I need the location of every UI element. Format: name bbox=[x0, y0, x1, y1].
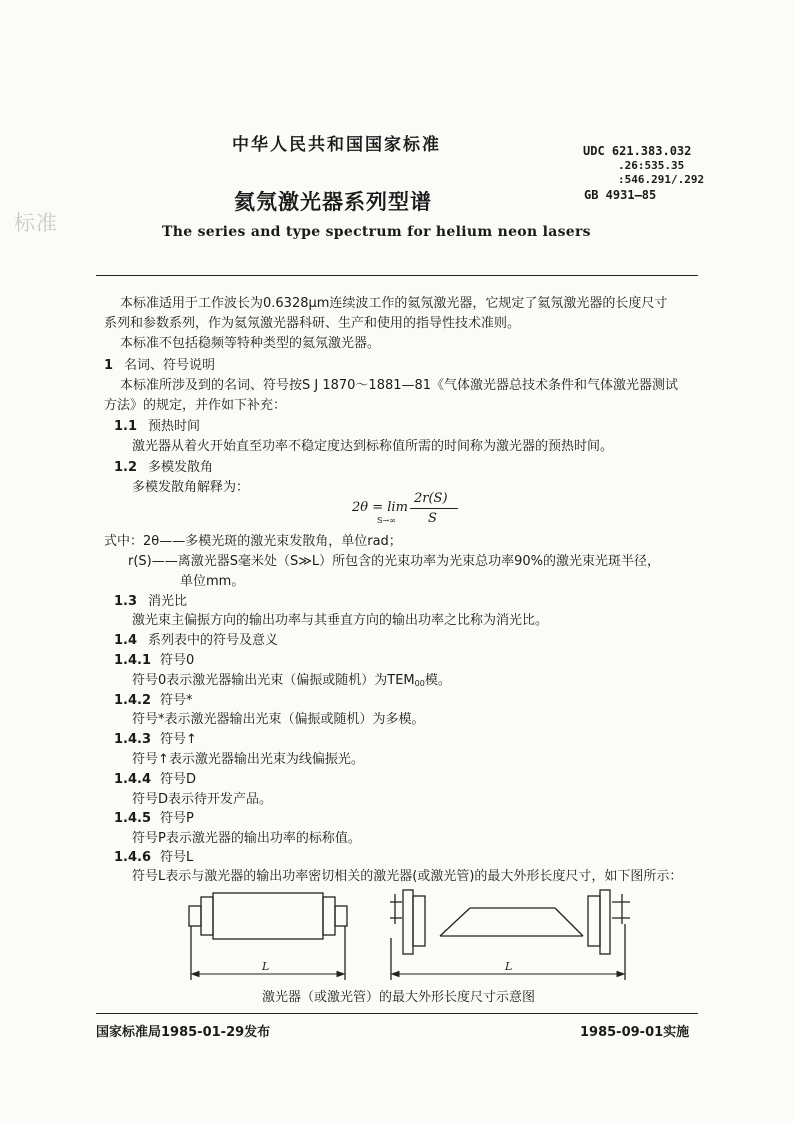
subsection-1-1-heading bbox=[114, 419, 200, 435]
section-1-text-line2: 方法》的规定，并作如下补充： bbox=[104, 398, 287, 413]
subsection-title: 符号* bbox=[160, 693, 193, 708]
subsection-1-4-1-heading bbox=[114, 653, 194, 669]
subsection-1-4-6-text: 符号L表示与激光器的输出功率密切相关的激光器(或激光管)的最大外形长度尺寸，如下图所示： bbox=[132, 869, 683, 884]
figure-caption: 激光器（或激光管）的最大外形长度尺寸示意图 bbox=[262, 990, 536, 1005]
watermark-stamp: 标准 bbox=[14, 211, 58, 235]
subsection-1-2-intro: 多模发散角解释为： bbox=[132, 480, 250, 495]
subsection-number: 1.4.4 bbox=[114, 772, 152, 787]
subsection-1-3-text: 激光束主偏振方向的输出功率与其垂直方向的输出功率之比称为消光比。 bbox=[132, 613, 549, 628]
title-english: The series and type spectrum for helium neon lasers bbox=[162, 224, 591, 240]
formula-where-line3: 单位mm。 bbox=[180, 574, 245, 589]
issued-date: 国家标准局1985-01-29发布 bbox=[96, 1025, 271, 1040]
subsection-title: 符号0 bbox=[160, 653, 195, 668]
intro-exclusion: 本标准不包括稳频等特种类型的氦氖激光器。 bbox=[120, 336, 381, 351]
formula-where-line2: r(S)——离激光器S毫米处（S≫L）所包含的光束功率为光束总功率90%的激光束光斑半径， bbox=[128, 554, 660, 569]
section-1-text-line1: 本标准所涉及到的名词、符号按S J 1870～1881—81《气体激光器总技术条件和气体激光器测试 bbox=[120, 378, 679, 393]
subsection-title: 多模发散角 bbox=[148, 460, 214, 475]
subsection-number: 1.4 bbox=[114, 633, 138, 648]
udc-code-line2: .26:535.35 bbox=[618, 159, 685, 172]
subsection-1-4-1-text bbox=[132, 673, 451, 692]
subsection-1-4-4-heading bbox=[114, 772, 196, 788]
subsection-1-4-3-text: 符号↑表示激光器输出光束为线偏振光。 bbox=[132, 752, 364, 767]
gb-number: GB 4931—85 bbox=[584, 188, 657, 202]
header-rule bbox=[96, 275, 698, 276]
length-label-right: L bbox=[505, 960, 513, 973]
subsection-1-4-2-heading bbox=[114, 693, 193, 709]
subsection-number: 1.4.3 bbox=[114, 732, 152, 747]
subsection-1-4-3-heading bbox=[114, 732, 197, 748]
subsection-1-4-4-text: 符号D表示待开发产品。 bbox=[132, 792, 273, 807]
subsection-1-4-5-heading bbox=[114, 811, 194, 827]
subsection-1-2-heading bbox=[114, 460, 213, 476]
subsection-number: 1.1 bbox=[114, 419, 138, 434]
subsection-title: 符号P bbox=[160, 811, 194, 826]
subsection-title: 符号↑ bbox=[160, 732, 197, 747]
length-label-left: L bbox=[262, 960, 270, 973]
subsection-number: 1.4.6 bbox=[114, 850, 152, 865]
subsection-title: 消光比 bbox=[148, 594, 188, 609]
section-title: 名词、符号说明 bbox=[124, 358, 216, 373]
text-subscript: 00 bbox=[414, 679, 425, 688]
subsection-1-3-heading bbox=[114, 594, 187, 610]
section-number: 1 bbox=[104, 358, 114, 373]
subsection-1-4-heading bbox=[114, 633, 278, 649]
subsection-1-4-6-heading bbox=[114, 850, 193, 866]
title-chinese: 氦氖激光器系列型谱 bbox=[234, 190, 432, 214]
subsection-number: 1.2 bbox=[114, 460, 138, 475]
subsection-title: 预热时间 bbox=[148, 419, 201, 434]
formula-limit-subscript: S→∞ bbox=[377, 516, 396, 525]
formula-fraction-bar bbox=[410, 508, 458, 509]
subsection-number: 1.4.5 bbox=[114, 811, 152, 826]
text-main: 符号0表示激光器输出光束（偏振或随机）为TEM bbox=[132, 673, 415, 688]
subsection-number: 1.4.2 bbox=[114, 693, 152, 708]
subsection-1-4-5-text: 符号P表示激光器的输出功率的标称值。 bbox=[132, 831, 361, 846]
footer-rule bbox=[96, 1013, 698, 1014]
section-1-heading bbox=[104, 358, 215, 374]
subsection-title: 符号L bbox=[160, 850, 194, 865]
subsection-title: 系列表中的符号及意义 bbox=[148, 633, 279, 648]
intro-paragraph-line2: 系列和参数系列，作为氦氖激光器科研、生产和使用的指导性技术准则。 bbox=[104, 316, 521, 331]
formula-lhs: 2θ = lim bbox=[352, 500, 408, 515]
issuer-heading: 中华人民共和国国家标准 bbox=[232, 135, 441, 155]
text-tail: 模。 bbox=[424, 673, 451, 688]
subsection-number: 1.3 bbox=[114, 594, 138, 609]
udc-code-line1: UDC 621.383.032 bbox=[583, 144, 692, 158]
subsection-title: 符号D bbox=[160, 772, 197, 787]
subsection-number: 1.4.1 bbox=[114, 653, 152, 668]
formula-numerator: 2r(S) bbox=[414, 491, 448, 506]
subsection-1-1-text: 激光器从着火开始直至功率不稳定度达到标称值所需的时间称为激光器的预热时间。 bbox=[132, 439, 614, 454]
intro-paragraph-line1: 本标准适用于工作波长为0.6328μm连续波工作的氦氖激光器，它规定了氦氖激光器的长度尺寸 bbox=[120, 296, 668, 311]
subsection-1-4-2-text: 符号*表示激光器输出光束（偏振或随机）为多模。 bbox=[132, 712, 425, 727]
formula-denominator: S bbox=[428, 511, 437, 526]
effective-date: 1985-09-01实施 bbox=[580, 1025, 690, 1040]
udc-code-line3: :546.291/.292 bbox=[618, 173, 705, 186]
formula-where-line1: 式中：2θ——多模光斑的激光束发散角，单位rad； bbox=[104, 534, 402, 549]
